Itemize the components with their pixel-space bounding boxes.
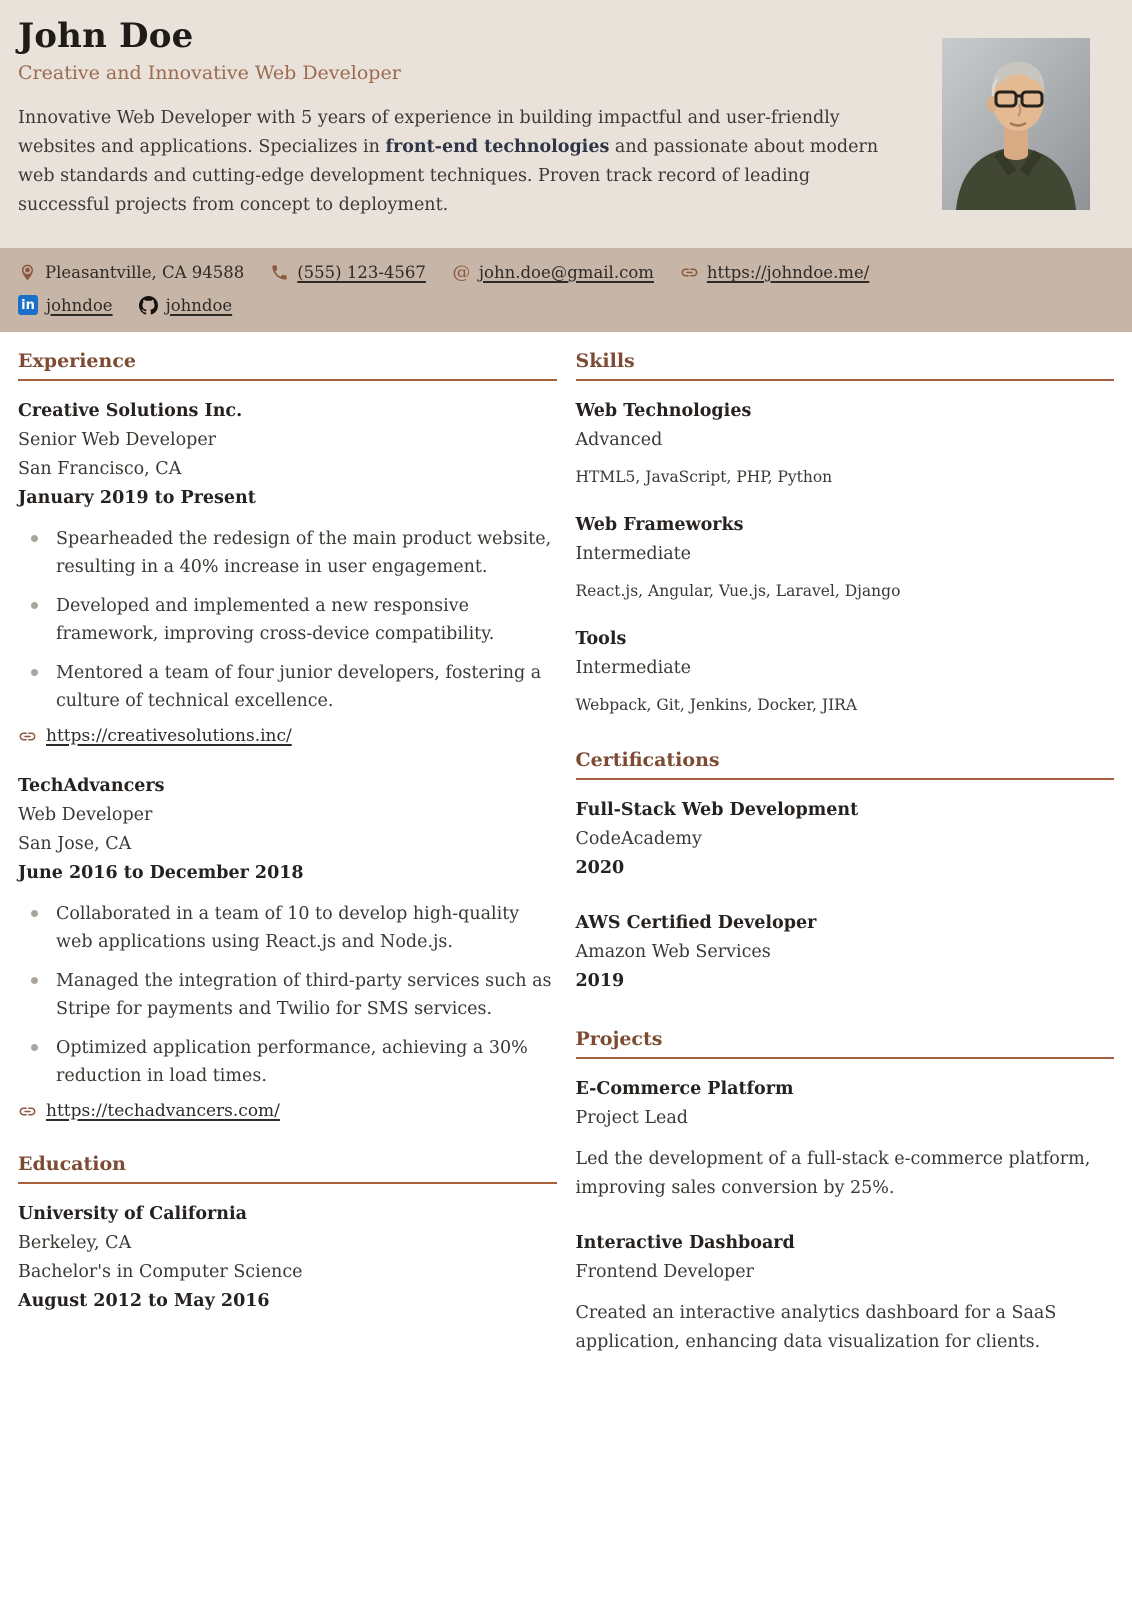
project-description: Created an interactive analytics dashboard for a SaaS application, enhancing data visualization for clients. bbox=[575, 1303, 1057, 1352]
contact-github bbox=[139, 296, 233, 315]
section-skills bbox=[576, 350, 1115, 717]
bullet-icon bbox=[31, 977, 38, 984]
link-icon bbox=[18, 727, 37, 746]
experience-entry bbox=[18, 772, 557, 1121]
bullet-icon bbox=[31, 535, 38, 542]
contact-phone bbox=[270, 263, 426, 282]
job-role: Senior Web Developer bbox=[18, 430, 217, 450]
skill-level: Intermediate bbox=[575, 658, 692, 678]
project-role: Frontend Developer bbox=[575, 1262, 754, 1282]
contact-email bbox=[452, 263, 654, 282]
skill-level: Advanced bbox=[575, 430, 663, 450]
certifications-heading: Certifications bbox=[576, 749, 1115, 780]
skill-level: Intermediate bbox=[575, 544, 692, 564]
location-text: Pleasantville, CA 94588 bbox=[45, 263, 245, 282]
person-name: John Doe bbox=[18, 16, 194, 56]
phone-icon bbox=[270, 263, 289, 282]
skill-group bbox=[576, 625, 1115, 717]
project-entry bbox=[576, 1075, 1115, 1203]
school-location: Berkeley, CA bbox=[18, 1233, 132, 1253]
education-entry bbox=[18, 1200, 557, 1316]
education-heading: Education bbox=[18, 1153, 557, 1184]
linkedin-icon: in bbox=[18, 295, 38, 315]
bullet-item: Developed and implemented a new responsive framework, improving cross-device compatibility. bbox=[18, 592, 557, 648]
bullet-icon bbox=[31, 669, 38, 676]
section-projects bbox=[576, 1028, 1115, 1357]
job-dates: January 2019 to Present bbox=[18, 488, 256, 508]
section-education bbox=[18, 1153, 557, 1316]
skill-keywords: React.js, Angular, Vue.js, Laravel, Django bbox=[575, 582, 901, 600]
person-title: Creative and Innovative Web Developer bbox=[18, 62, 401, 84]
bullet-item: Collaborated in a team of 10 to develop high-quality web applications using React.js and Node.js. bbox=[18, 900, 557, 956]
job-location: San Jose, CA bbox=[18, 834, 132, 854]
certification-title: Full-Stack Web Development bbox=[575, 800, 859, 820]
company-link-row bbox=[18, 726, 557, 746]
bullet-item: Mentored a team of four junior developers, fostering a culture of technical excellence. bbox=[18, 659, 557, 715]
job-location: San Francisco, CA bbox=[18, 459, 182, 479]
company-url-link[interactable]: https://techadvancers.com/ bbox=[46, 1101, 280, 1121]
summary-text-before: Innovative Web Developer with 5 years of experience in building impactful and user-friendly websites and applications. Specializes in bbox=[18, 108, 840, 157]
contact-row-1 bbox=[18, 263, 1114, 282]
education-dates: August 2012 to May 2016 bbox=[18, 1291, 270, 1311]
email-link[interactable]: john.doe@gmail.com bbox=[478, 263, 654, 282]
github-icon bbox=[139, 296, 158, 315]
school-name: University of California bbox=[18, 1204, 247, 1224]
bullet-icon bbox=[31, 602, 38, 609]
certification-year: 2019 bbox=[575, 971, 625, 991]
job-role: Web Developer bbox=[18, 805, 153, 825]
project-entry bbox=[576, 1229, 1115, 1357]
skill-group bbox=[576, 397, 1115, 489]
skill-group bbox=[576, 511, 1115, 603]
degree: Bachelor's in Computer Science bbox=[18, 1262, 303, 1282]
skill-name: Web Frameworks bbox=[575, 515, 744, 535]
website-link[interactable]: https://johndoe.me/ bbox=[706, 263, 870, 282]
company-name: TechAdvancers bbox=[18, 776, 165, 796]
contact-bar bbox=[0, 248, 1132, 332]
certification-title: AWS Certified Developer bbox=[575, 913, 817, 933]
job-bullets bbox=[18, 525, 557, 715]
section-experience bbox=[18, 350, 557, 1121]
certification-year: 2020 bbox=[575, 858, 625, 878]
project-role: Project Lead bbox=[575, 1108, 688, 1128]
link-icon bbox=[18, 1102, 37, 1121]
certification-issuer: Amazon Web Services bbox=[575, 942, 771, 962]
experience-entry bbox=[18, 397, 557, 746]
summary-highlight: front-end technologies bbox=[385, 137, 610, 157]
contact-location bbox=[18, 263, 244, 282]
certification-issuer: CodeAcademy bbox=[575, 829, 702, 849]
phone-link[interactable]: (555) 123-4567 bbox=[297, 263, 426, 282]
linkedin-link[interactable]: johndoe bbox=[46, 295, 113, 315]
link-icon bbox=[680, 263, 699, 282]
profile-photo bbox=[942, 38, 1090, 210]
project-title: Interactive Dashboard bbox=[575, 1233, 795, 1253]
job-dates: June 2016 to December 2018 bbox=[18, 863, 304, 883]
skill-keywords: Webpack, Git, Jenkins, Docker, JIRA bbox=[575, 696, 858, 714]
certification-entry bbox=[576, 909, 1115, 996]
header bbox=[0, 0, 1132, 248]
certification-entry bbox=[576, 796, 1115, 883]
skill-name: Tools bbox=[575, 629, 627, 649]
summary-paragraph bbox=[18, 104, 898, 220]
skills-heading: Skills bbox=[576, 350, 1115, 381]
bullet-item: Managed the integration of third-party services such as Stripe for payments and Twilio for SMS services. bbox=[18, 967, 557, 1023]
project-title: E-Commerce Platform bbox=[575, 1079, 794, 1099]
skill-name: Web Technologies bbox=[575, 401, 752, 421]
right-column bbox=[576, 350, 1115, 1389]
contact-website bbox=[680, 263, 869, 282]
experience-heading: Experience bbox=[18, 350, 557, 381]
company-name: Creative Solutions Inc. bbox=[18, 401, 243, 421]
left-column bbox=[18, 350, 557, 1348]
projects-heading: Projects bbox=[576, 1028, 1115, 1059]
contact-row-2 bbox=[18, 295, 1114, 315]
bullet-icon bbox=[31, 1044, 38, 1051]
skill-keywords: HTML5, JavaScript, PHP, Python bbox=[575, 468, 833, 486]
job-bullets bbox=[18, 900, 557, 1090]
bullet-item: Optimized application performance, achieving a 30% reduction in load times. bbox=[18, 1034, 557, 1090]
company-link-row bbox=[18, 1101, 557, 1121]
main-content bbox=[0, 332, 1132, 1389]
company-url-link[interactable]: https://creativesolutions.inc/ bbox=[46, 726, 292, 746]
at-icon: @ bbox=[452, 261, 471, 283]
summary-text-after: and passionate about modern web standards and cutting-edge development techniques. Proven track record of leading successful projects from concept to deployment. bbox=[18, 137, 879, 215]
github-link[interactable]: johndoe bbox=[165, 295, 233, 315]
location-pin-icon bbox=[18, 263, 37, 282]
contact-linkedin bbox=[18, 295, 113, 315]
project-description: Led the development of a full-stack e-commerce platform, improving sales conversion by 25%. bbox=[575, 1149, 1091, 1198]
section-certifications bbox=[576, 749, 1115, 996]
bullet-icon bbox=[31, 910, 38, 917]
bullet-item: Spearheaded the redesign of the main product website, resulting in a 40% increase in user engagement. bbox=[18, 525, 557, 581]
